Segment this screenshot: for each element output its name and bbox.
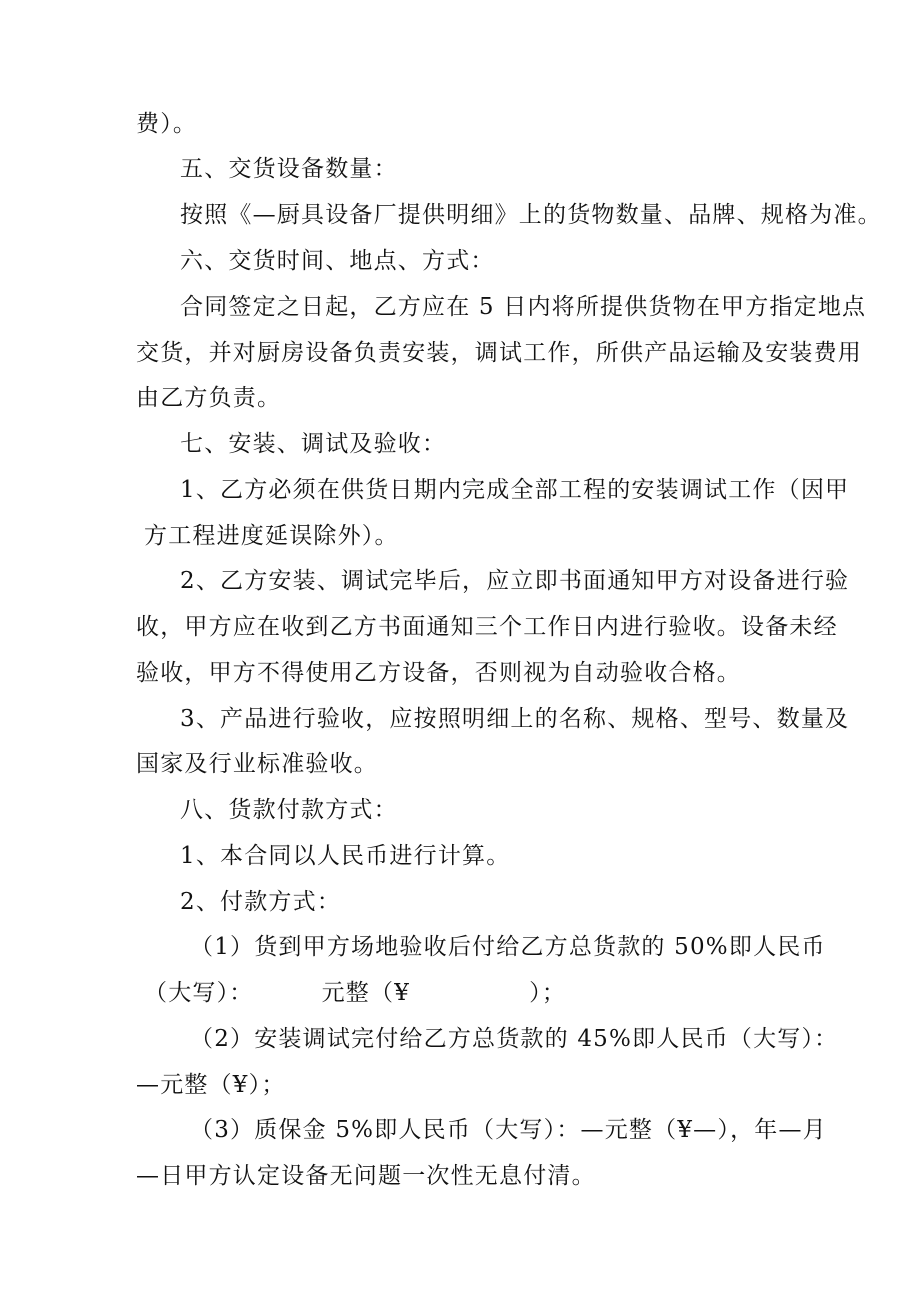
text-line-5: 合同签定之日起，乙方应在 5 日内将所提供货物在甲方指定地点 <box>180 294 867 320</box>
text-line-3: 按照《—厨具设备厂提供明细》上的货物数量、品牌、规格为准。 <box>180 202 882 228</box>
section-heading-8: 八、货款付款方式： <box>180 797 398 823</box>
text-line-13: 验收，甲方不得使用乙方设备，否则视为自动验收合格。 <box>136 660 741 686</box>
text-line-19: （1）货到甲方场地验收后付给乙方总货款的 50%即人民币 <box>190 934 826 960</box>
text-line-24: —日甲方认定设备无问题一次性无息付清。 <box>136 1163 596 1189</box>
text-line-14: 3、产品进行验收，应按照明细上的名称、规格、型号、数量及 <box>180 706 850 732</box>
text-line-12: 收，甲方应在收到乙方书面通知三个工作日内进行验收。设备未经 <box>136 614 838 640</box>
text-line-17: 1、本合同以人民币进行计算。 <box>180 843 511 869</box>
section-heading-6: 六、交货时间、地点、方式： <box>180 248 495 274</box>
section-heading-7: 七、安装、调试及验收： <box>180 431 447 457</box>
text-line-18: 2、付款方式： <box>180 889 342 915</box>
text-line-21: （2）安装调试完付给乙方总货款的 45%即人民币（大写）： <box>190 1026 839 1052</box>
text-line-11: 2、乙方安装、调试完毕后，应立即书面通知甲方对设备进行验 <box>180 568 850 594</box>
text-line-6: 交货，并对厨房设备负责安装，调试工作，所供产品运输及安装费用 <box>136 340 862 366</box>
text-line-7: 由乙方负责。 <box>136 385 282 411</box>
text-line-23: （3）质保金 5%即人民币（大写）：—元整（¥—），年—月 <box>190 1117 827 1143</box>
text-line-10: 方工程进度延误除外）。 <box>144 523 399 549</box>
text-line-22: —元整（¥）； <box>136 1072 286 1098</box>
section-heading-5: 五、交货设备数量： <box>180 156 398 182</box>
text-line-1: 费）。 <box>136 111 198 137</box>
text-line-15: 国家及行业标准验收。 <box>136 751 378 777</box>
text-line-20: （大写）： 元整（¥ ）； <box>144 980 567 1006</box>
text-line-9: 1、乙方必须在供货日期内完成全部工程的安装调试工作（因甲 <box>180 477 850 503</box>
